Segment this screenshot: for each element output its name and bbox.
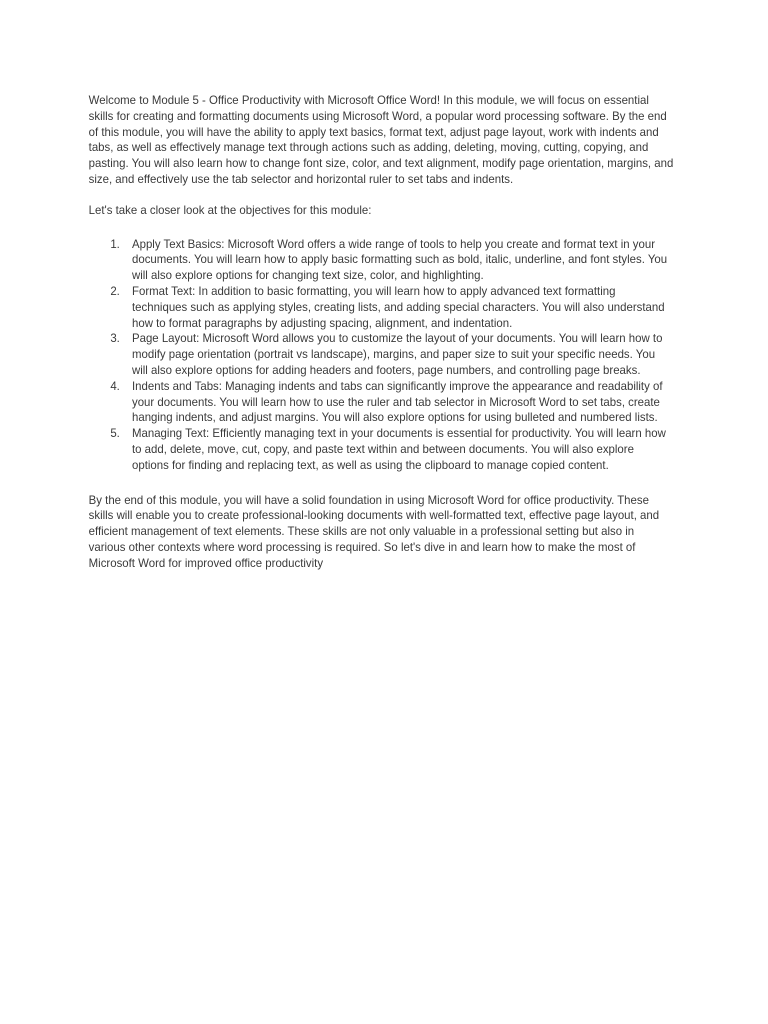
closing-paragraph: By the end of this module, you will have a solid foundation in using Microsoft Word for office productivity. These skills will enable you to create professional-looking documents with well-formatted text, effective page layout, and efficient management of text elements. These skills are not only valuable in a professional setting but also in various other contexts where word processing is required. So let's dive in and learn how to make the most of Microsoft Word for improved office productivity <box>88 493 660 570</box>
objectives-lead-paragraph: Let's take a closer look at the objectives for this module: <box>88 203 372 217</box>
objective-text-4: Indents and Tabs: Managing indents and tabs can significantly improve the appearance and readability of your documents. You will learn how to use the ruler and tab selector in Microsoft Word to set tabs, create hanging indents, and adjust margins. You will also explore options for using bulleted and numbered lists. <box>131 379 663 425</box>
objective-item-1 <box>89 237 674 284</box>
objective-text-1: Apply Text Basics: Microsoft Word offers a wide range of tools to help you create and format text in your documents. You will learn how to apply basic formatting such as bold, italic, underline, and font styles. You will also explore options for changing text size, color, and highlighting. <box>131 237 668 283</box>
objective-text-5: Managing Text: Efficiently managing text in your documents is essential for productivity. You will learn how to add, delete, move, cut, copy, and paste text within and between documents. You will also explore options for finding and replacing text, as well as using the clipboard to manage copied content. <box>131 427 666 472</box>
objectives-list <box>89 237 674 474</box>
intro-paragraph: Welcome to Module 5 - Office Productivity with Microsoft Office Word! In this module, we will focus on essential skills for creating and formatting documents using Microsoft Word, a popular word processing software. By the end of this module, you will have the ability to apply text basics, format text, adjust page layout, work with indents and tabs, as well as effectively manage text through actions such as adding, deleting, moving, cutting, copying, and pasting. You will also learn how to change font size, color, and text alignment, modify page orientation, margins, and size, and effectively use the tab selector and horizontal ruler to set tabs and indents. <box>88 94 674 186</box>
objective-number-2: 2. <box>110 284 120 298</box>
objective-number-1: 1. <box>110 237 120 251</box>
objective-number-3: 3. <box>110 332 120 346</box>
objective-item-2 <box>89 284 674 331</box>
objective-number-5: 5. <box>110 427 120 441</box>
objective-text-2: Format Text: In addition to basic formatting, you will learn how to apply advanced text formatting techniques such as applying styles, creating lists, and adding special characters. You will also understand how to format paragraphs by adjusting spacing, alignment, and indentation. <box>131 284 665 330</box>
objective-item-5 <box>89 426 674 473</box>
objective-number-4: 4. <box>110 379 120 393</box>
objective-item-4 <box>89 379 674 426</box>
objective-item-3 <box>89 331 674 378</box>
objective-text-3: Page Layout: Microsoft Word allows you to customize the layout of your documents. You will learn how to modify page orientation (portrait vs landscape), margins, and paper size to suit your specific needs. You will also explore options for adding headers and footers, page numbers, and controlling page breaks. <box>131 332 663 377</box>
